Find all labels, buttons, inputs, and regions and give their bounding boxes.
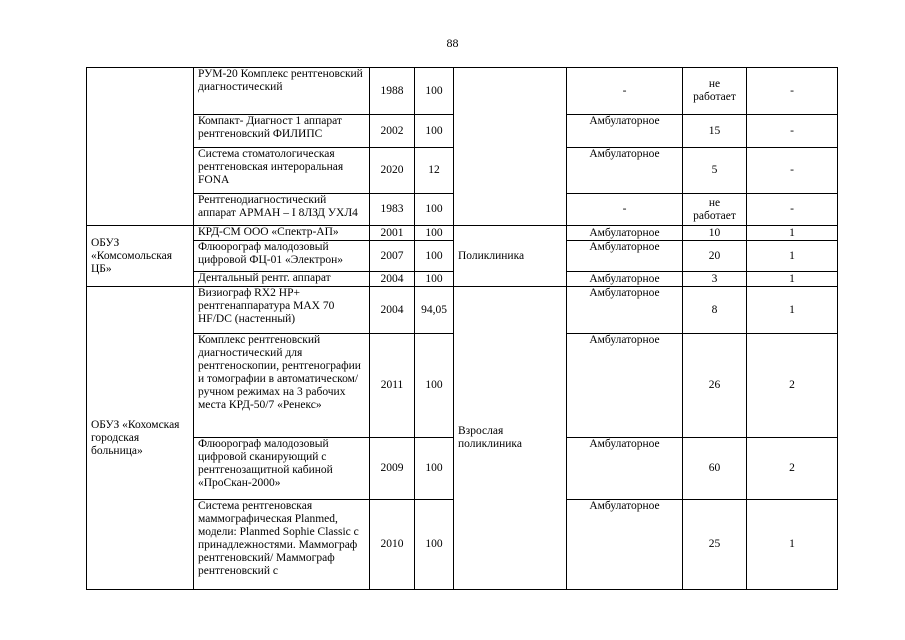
year-cell: 2007 (370, 241, 415, 272)
equipment-cell: Флюорограф малодозовый цифровой ФЦ-01 «Электрон» (194, 241, 370, 272)
staff-cell: 2 (747, 438, 838, 500)
wear-cell: 100 (415, 68, 454, 115)
type-cell: - (567, 194, 683, 226)
type-cell: Амбулаторное (567, 272, 683, 287)
year-cell: 2004 (370, 272, 415, 287)
load-cell: 15 (683, 115, 747, 148)
type-cell: Амбулаторное (567, 148, 683, 194)
department-cell: Поликлиника (454, 226, 567, 287)
table-row (87, 68, 838, 115)
load-cell: не работает (683, 68, 747, 115)
equipment-cell: Комплекс рентгеновский диагностический для рентгеноскопии, рентгенографии и томографии в автоматическом/ручном режимах на 3 рабочих места КРД-50/7 «Ренекс» (194, 334, 370, 438)
page-number: 88 (446, 36, 459, 50)
year-cell: 1983 (370, 194, 415, 226)
equipment-cell: Компакт- Диагност 1 аппарат рентгеновский ФИЛИПС (194, 115, 370, 148)
year-cell: 2009 (370, 438, 415, 500)
staff-cell: 1 (747, 241, 838, 272)
type-cell: Амбулаторное (567, 241, 683, 272)
load-cell: 3 (683, 272, 747, 287)
load-cell: 10 (683, 226, 747, 241)
wear-cell: 94,05 (415, 287, 454, 334)
type-cell: Амбулаторное (567, 287, 683, 334)
staff-cell: - (747, 115, 838, 148)
table-row (87, 226, 838, 241)
load-cell: 60 (683, 438, 747, 500)
equipment-cell: КРД-СМ ООО «Спектр-АП» (194, 226, 370, 241)
wear-cell: 100 (415, 194, 454, 226)
year-cell: 2002 (370, 115, 415, 148)
type-cell: Амбулаторное (567, 115, 683, 148)
staff-cell: - (747, 194, 838, 226)
department-cell: Взрослая поликлиника (454, 287, 567, 590)
wear-cell: 100 (415, 334, 454, 438)
staff-cell: 1 (747, 272, 838, 287)
department-cell (454, 68, 567, 226)
equipment-table (86, 67, 838, 590)
staff-cell: 1 (747, 226, 838, 241)
load-cell: 20 (683, 241, 747, 272)
equipment-cell: Система стоматологическая рентгеновская интероральная FONA (194, 148, 370, 194)
org-cell (87, 68, 194, 226)
equipment-cell: РУМ-20 Комплекс рентгеновский диагностический (194, 68, 370, 115)
staff-cell: 2 (747, 334, 838, 438)
type-cell: Амбулаторное (567, 226, 683, 241)
equipment-cell: Система рентгеновская маммографическая Planmed, модели: Planmed Sophie Classic с принадлежностями. Маммограф рентгеновский/ Маммограф рентгеновский с (194, 500, 370, 590)
org-cell: ОБУЗ «Комсомольская ЦБ» (87, 226, 194, 287)
equipment-cell: Визиограф RX2 HP+ рентгенаппаратура MAX 70 HF/DC (настенный) (194, 287, 370, 334)
year-cell: 1988 (370, 68, 415, 115)
wear-cell: 100 (415, 500, 454, 590)
staff-cell: 1 (747, 500, 838, 590)
org-cell: ОБУЗ «Кохомская городская больница» (87, 287, 194, 590)
staff-cell: - (747, 68, 838, 115)
year-cell: 2004 (370, 287, 415, 334)
wear-cell: 100 (415, 438, 454, 500)
year-cell: 2020 (370, 148, 415, 194)
year-cell: 2001 (370, 226, 415, 241)
equipment-cell: Флюорограф малодозовый цифровой сканирующий с рентгенозащитной кабиной «ПроСкан-2000» (194, 438, 370, 500)
year-cell: 2010 (370, 500, 415, 590)
load-cell: 8 (683, 287, 747, 334)
staff-cell: - (747, 148, 838, 194)
year-cell: 2011 (370, 334, 415, 438)
wear-cell: 100 (415, 115, 454, 148)
load-cell: 26 (683, 334, 747, 438)
wear-cell: 12 (415, 148, 454, 194)
type-cell: - (567, 68, 683, 115)
wear-cell: 100 (415, 226, 454, 241)
wear-cell: 100 (415, 272, 454, 287)
type-cell: Амбулаторное (567, 438, 683, 500)
equipment-cell: Дентальный рентг. аппарат (194, 272, 370, 287)
equipment-cell: Рентгенодиагностический аппарат АРМАН – I 8ЛЗД УХЛ4 (194, 194, 370, 226)
load-cell: 5 (683, 148, 747, 194)
wear-cell: 100 (415, 241, 454, 272)
staff-cell: 1 (747, 287, 838, 334)
table-row (87, 287, 838, 334)
load-cell: не работает (683, 194, 747, 226)
load-cell: 25 (683, 500, 747, 590)
type-cell: Амбулаторное (567, 500, 683, 590)
type-cell: Амбулаторное (567, 334, 683, 438)
